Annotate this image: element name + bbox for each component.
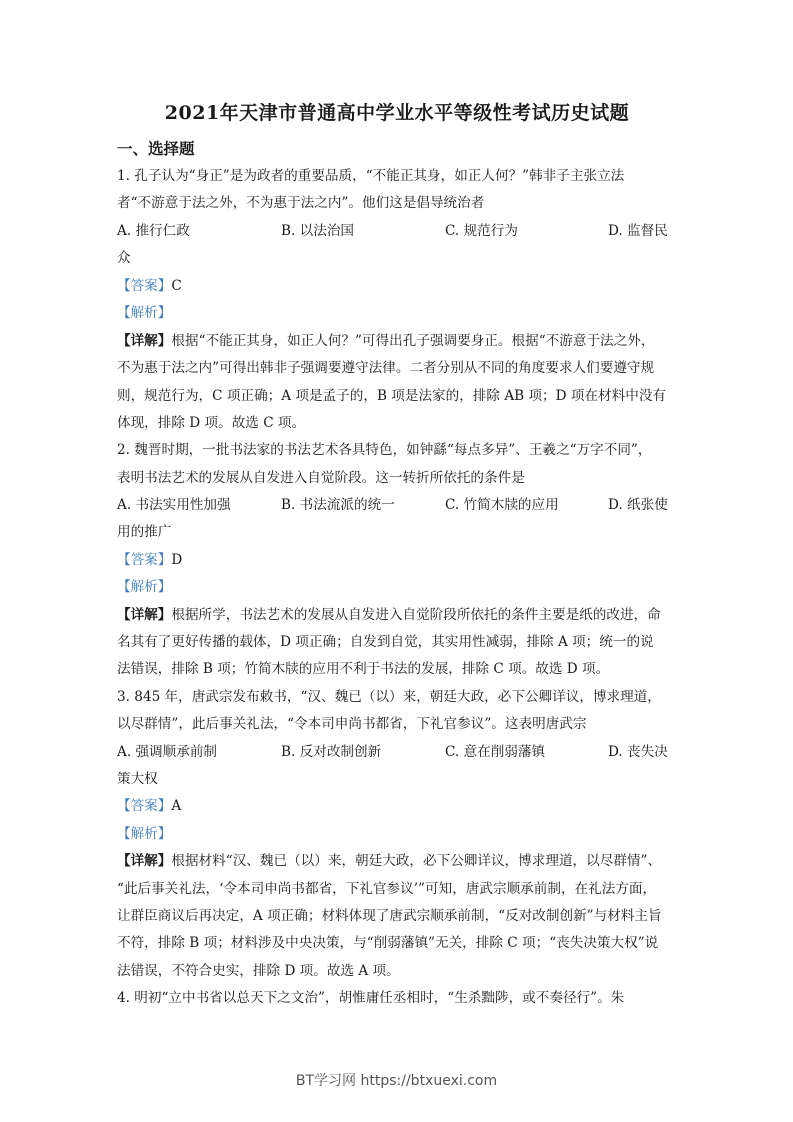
q1-answer (117, 276, 182, 296)
q1-option-d: D. 监督民 (608, 223, 668, 239)
q3-options (117, 742, 677, 762)
q3-option-wrap: 策大权 (117, 771, 158, 787)
site-footer: BT学习网 https://btxuexi.com (295, 1073, 498, 1089)
q3-detail-line-2: “此后事关礼法，‘令本司申尚书都省，下礼官参议’”可知，唐武宗顺承前制，在礼法方面， (117, 881, 657, 897)
q2-option-b: B. 书法流派的统一 (281, 497, 395, 513)
q1-stem-line-1: 1. 孔子认为“身正”是为政者的重要品质，“不能正其身，如正人何？”韩非子主张立法 (117, 168, 625, 184)
q1-option-b: B. 以法治国 (281, 223, 355, 239)
answer-label: 【答案】 (117, 278, 172, 294)
q3-option-a: A. 强调顺承前制 (117, 744, 218, 760)
q3-option-b: B. 反对改制创新 (281, 744, 382, 760)
q1-option-wrap: 众 (117, 250, 131, 266)
answer-label: 【答案】 (117, 798, 172, 814)
q2-answer (117, 550, 182, 570)
q3-analysis-label (117, 824, 171, 844)
q3-option-c: C. 意在削弱藩镇 (445, 744, 546, 760)
analysis-label: 【解析】 (117, 579, 172, 595)
q1-analysis-label (117, 303, 171, 323)
q1-stem-line-2: 者“不游意于法之外，不为惠于法之内”。他们这是倡导统治者 (117, 195, 485, 211)
section-heading: 一、选择题 (117, 139, 195, 158)
answer-value: A (171, 798, 182, 814)
q3-stem-line-2: 以尽群情”，此后事关礼法，“令本司申尚书都省，下礼官参议”。这表明唐武宗 (117, 716, 587, 732)
q2-options (117, 495, 677, 515)
q2-option-a: A. 书法实用性加强 (117, 497, 231, 513)
q3-detail-line-4: 不符，排除 B 项；材料涉及中央决策，与“削弱藩镇”无关，排除 C 项；“丧失决策大权”说 (117, 935, 659, 951)
detail-text: 根据“不能正其身，如正人何？”可得出孔子强调要身正。根据“不游意于法之外， (171, 333, 655, 349)
detail-label: 【详解】 (117, 607, 172, 623)
q2-detail-line-1 (117, 605, 661, 625)
q1-detail-line-4: 体现，排除 D 项。故选 C 项。 (117, 415, 306, 431)
q3-detail-line-5: 法错误，不符合史实，排除 D 项。故选 A 项。 (117, 963, 400, 979)
q4-stem-line-1: 4. 明初“立中书省以总天下之文治”，胡惟庸任丞相时，“生杀黜陟，或不奏径行”。朱 (117, 990, 625, 1006)
detail-text: 根据所学，书法艺术的发展从自发进入自觉阶段所依托的条件主要是纸的改进，命 (171, 607, 661, 623)
answer-label: 【答案】 (117, 552, 172, 568)
q2-stem-line-2: 表明书法艺术的发展从自发进入自觉阶段。这一转折所依托的条件是 (117, 470, 525, 486)
q3-stem-line-1: 3. 845 年，唐武宗发布敕书，“汉、魏已（以）来，朝廷大政，必下公卿详议，博求理道， (117, 689, 661, 705)
analysis-label: 【解析】 (117, 826, 172, 842)
q1-options (117, 221, 677, 241)
q3-detail-line-3: 让群臣商议后再决定，A 项正确；材料体现了唐武宗顺承前制，“反对改制创新”与材料主旨 (117, 908, 662, 924)
detail-label: 【详解】 (117, 853, 172, 869)
document-title: 2021年天津市普通高中学业水平等级性考试历史试题 (164, 102, 630, 124)
answer-value: C (171, 278, 182, 294)
q2-detail-line-3: 法错误，排除 B 项；竹简木牍的应用不利于书法的发展，排除 C 项。故选 D 项。 (117, 661, 610, 677)
q2-option-wrap: 用的推广 (117, 524, 172, 540)
detail-text: 根据材料“汉、魏已（以）来，朝廷大政，必下公卿详议，博求理道，以尽群情”、 (171, 853, 662, 869)
q3-option-d: D. 丧失决 (608, 744, 668, 760)
q1-detail-line-1 (117, 331, 654, 351)
q1-option-c: C. 规范行为 (445, 223, 518, 239)
q3-detail-line-1 (117, 851, 661, 871)
q2-stem-line-1: 2. 魏晋时期，一批书法家的书法艺术各具特色，如钟繇“每点多异”、王羲之“万字不同”， (117, 442, 652, 458)
analysis-label: 【解析】 (117, 305, 172, 321)
q2-analysis-label (117, 577, 171, 597)
q1-option-a: A. 推行仁政 (117, 223, 190, 239)
q2-option-c: C. 竹简木牍的应用 (445, 497, 559, 513)
detail-label: 【详解】 (117, 333, 172, 349)
q2-detail-line-2: 名其有了更好传播的载体，D 项正确；自发到自觉，其实用性减弱，排除 A 项；统一的说 (117, 634, 654, 650)
q2-option-d: D. 纸张使 (608, 497, 668, 513)
q1-detail-line-2: 不为惠于法之内”可得出韩非子强调要遵守法律。二者分别从不同的角度要求人们要遵守规 (117, 360, 655, 376)
q3-answer (117, 796, 181, 816)
q1-detail-line-3: 则，规范行为，C 项正确；A 项是孟子的，B 项是法家的，排除 AB 项；D 项在材料中没有 (117, 388, 667, 404)
answer-value: D (171, 552, 183, 568)
